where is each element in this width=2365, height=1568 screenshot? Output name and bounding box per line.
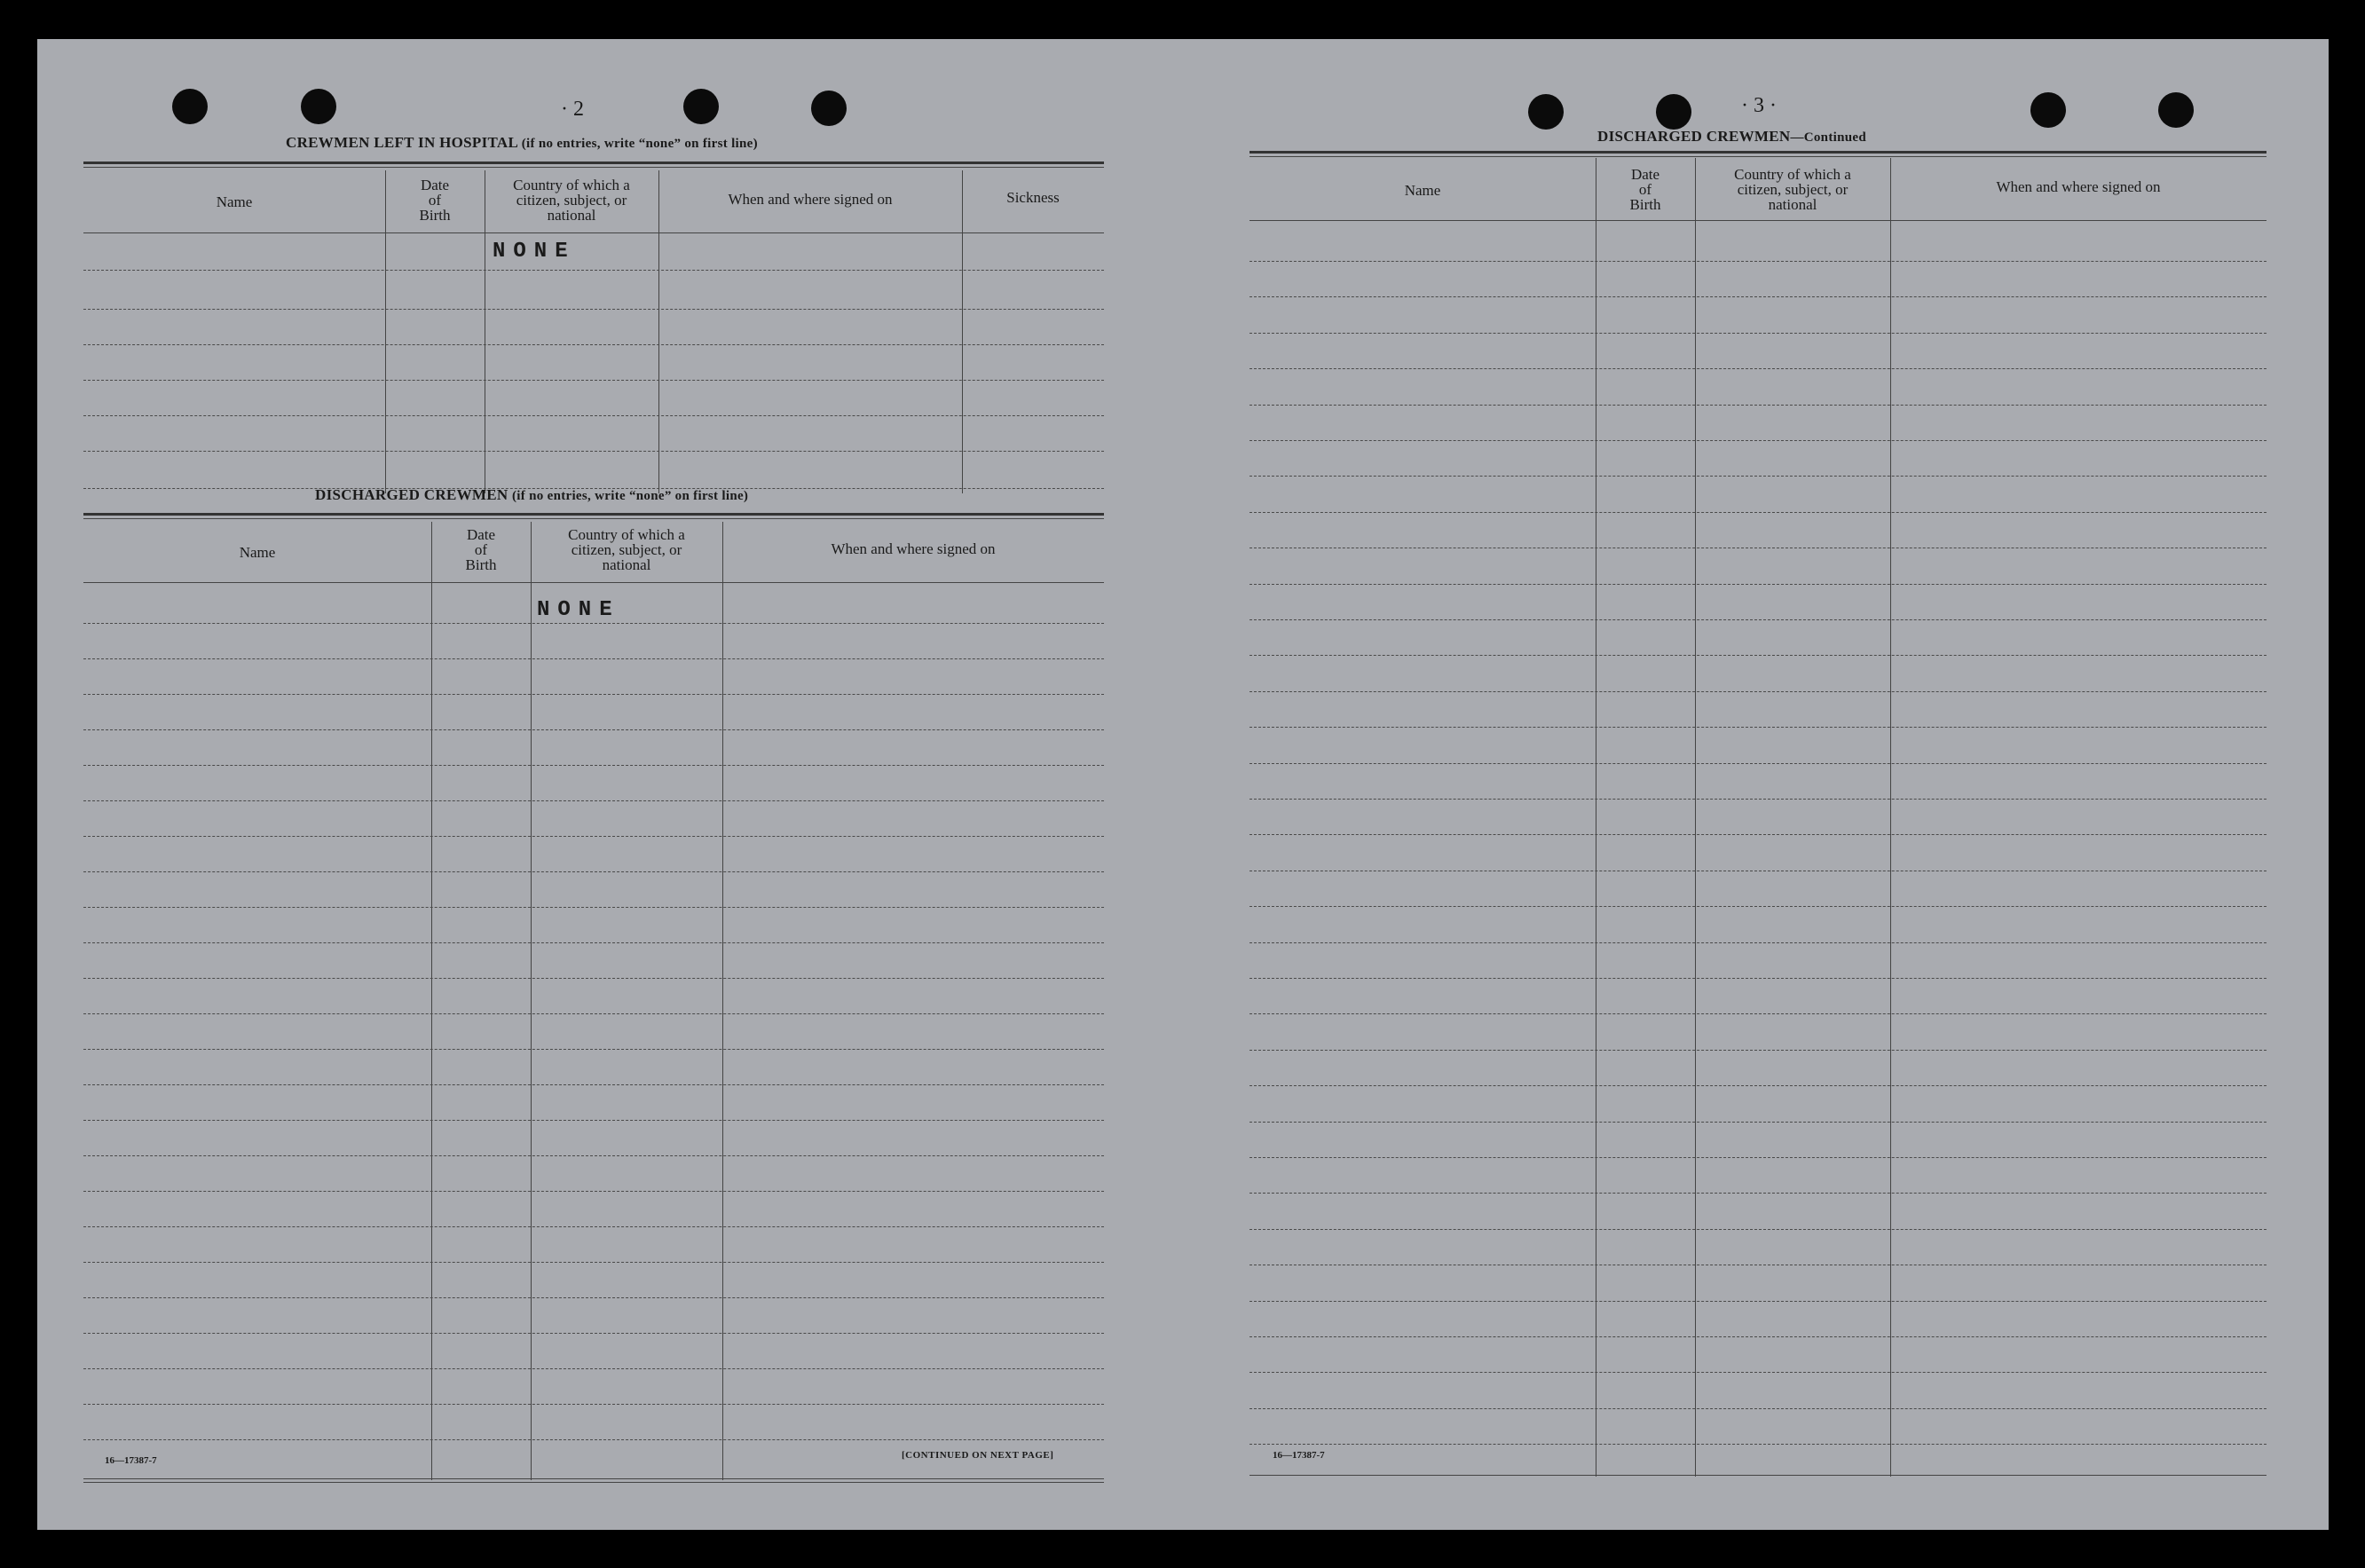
hospital-header-name: Name bbox=[216, 193, 253, 210]
punch-hole-icon bbox=[683, 89, 719, 124]
ruled-row-line bbox=[1250, 584, 2266, 585]
dob-line: Birth bbox=[1629, 196, 1661, 213]
right-header-signed: When and where signed on bbox=[1996, 178, 2161, 195]
punch-hole-icon bbox=[301, 89, 336, 124]
dob-line: Date bbox=[466, 526, 496, 543]
right-header-country bbox=[1695, 167, 1890, 212]
page-number-left: · 2 bbox=[561, 98, 584, 121]
ruled-row-line bbox=[83, 1155, 1104, 1156]
hospital-row-line bbox=[83, 309, 1104, 310]
dob-line: Date bbox=[420, 177, 450, 193]
hospital-col-divider bbox=[385, 170, 386, 493]
punch-hole-icon bbox=[2030, 92, 2066, 128]
discharged-continued-text: DISCHARGED CREWMEN bbox=[1597, 128, 1791, 145]
right-top-rule-thin bbox=[1250, 156, 2266, 157]
country-line: Country of which a bbox=[513, 177, 630, 193]
ruled-row-line bbox=[1250, 1085, 2266, 1086]
ruled-row-line bbox=[1250, 1050, 2266, 1051]
country-line: citizen, subject, or bbox=[1737, 181, 1849, 198]
punch-hole-icon bbox=[2158, 92, 2194, 128]
ruled-row-line bbox=[1250, 978, 2266, 979]
ruled-row-line bbox=[83, 800, 1104, 801]
ruled-row-line bbox=[83, 1333, 1104, 1334]
ruled-row-line bbox=[1250, 727, 2266, 728]
dob-line: Date bbox=[1630, 166, 1660, 183]
ruled-row-line bbox=[1250, 1229, 2266, 1230]
discharged-section-title bbox=[315, 486, 748, 504]
right-header-name: Name bbox=[1404, 182, 1441, 199]
discharged-top-rule bbox=[83, 513, 1104, 516]
ruled-row-line bbox=[1250, 1372, 2266, 1373]
punch-hole-icon bbox=[1528, 94, 1564, 130]
ruled-row-line bbox=[1250, 405, 2266, 406]
ruled-row-line bbox=[83, 1226, 1104, 1227]
right-bottom-rule bbox=[1250, 1475, 2266, 1476]
ruled-row-line bbox=[1250, 368, 2266, 369]
discharged-col-divider bbox=[722, 522, 723, 1480]
punch-hole-icon bbox=[811, 91, 847, 126]
ruled-row-line bbox=[1250, 476, 2266, 477]
hospital-section-title bbox=[286, 134, 758, 152]
ruled-row-line bbox=[1250, 1193, 2266, 1194]
ruled-row-line bbox=[1250, 296, 2266, 297]
hospital-title-text: CREWMEN LEFT IN HOSPITAL bbox=[286, 134, 518, 151]
right-col-divider bbox=[1695, 158, 1696, 1477]
document-sheet bbox=[37, 39, 2329, 1530]
ruled-row-line bbox=[83, 1084, 1104, 1085]
ruled-row-line bbox=[83, 1013, 1104, 1014]
right-header-rule bbox=[1250, 220, 2266, 221]
ruled-row-line bbox=[1250, 512, 2266, 513]
discharged-col-divider bbox=[431, 522, 432, 1480]
hospital-header-signed: When and where signed on bbox=[728, 191, 893, 208]
ruled-row-line bbox=[83, 1191, 1104, 1192]
ruled-row-line bbox=[83, 1120, 1104, 1121]
continued-note: [CONTINUED ON NEXT PAGE] bbox=[902, 1450, 1054, 1461]
page-number-right: · 3 · bbox=[1741, 94, 1777, 117]
ruled-row-line bbox=[83, 1049, 1104, 1050]
form-number-right: 16—17387-7 bbox=[1273, 1450, 1325, 1461]
hospital-top-rule-thin bbox=[83, 167, 1104, 168]
dob-line: Birth bbox=[419, 207, 451, 224]
discharged-col-divider bbox=[531, 522, 532, 1480]
discharged-none-entry: NONE bbox=[537, 598, 620, 622]
ruled-row-line bbox=[83, 836, 1104, 837]
ruled-row-line bbox=[83, 1404, 1104, 1405]
country-line: Country of which a bbox=[1734, 166, 1851, 183]
hospital-header-rule bbox=[83, 232, 1104, 233]
ruled-row-line bbox=[83, 694, 1104, 695]
dob-line: of bbox=[1638, 181, 1652, 198]
ruled-row-line bbox=[1250, 1408, 2266, 1409]
hospital-col-divider bbox=[962, 170, 963, 493]
ruled-row-line bbox=[83, 907, 1104, 908]
ruled-row-line bbox=[83, 729, 1104, 730]
ruled-row-line bbox=[1250, 1444, 2266, 1445]
hospital-top-rule bbox=[83, 162, 1104, 164]
country-line: citizen, subject, or bbox=[571, 541, 682, 558]
discharged-header-dob bbox=[431, 527, 531, 572]
discharged-top-rule-thin bbox=[83, 518, 1104, 519]
ruled-row-line bbox=[1250, 1157, 2266, 1158]
ruled-row-line bbox=[83, 658, 1104, 659]
country-line: citizen, subject, or bbox=[516, 192, 627, 209]
hospital-none-entry: NONE bbox=[493, 240, 576, 264]
discharged-header-signed: When and where signed on bbox=[831, 540, 996, 557]
ruled-row-line bbox=[83, 978, 1104, 979]
ruled-row-line bbox=[1250, 655, 2266, 656]
ruled-row-line bbox=[83, 1368, 1104, 1369]
discharged-continued-suffix: —Continued bbox=[1790, 130, 1866, 145]
ruled-row-line bbox=[83, 871, 1104, 872]
discharged-bottom-rule bbox=[83, 1482, 1104, 1483]
right-top-rule bbox=[1250, 151, 2266, 154]
ruled-row-line bbox=[1250, 799, 2266, 800]
dob-line: of bbox=[428, 192, 442, 209]
ruled-row-line bbox=[1250, 619, 2266, 620]
punch-hole-icon bbox=[1656, 94, 1691, 130]
country-line: national bbox=[547, 207, 596, 224]
ruled-row-line bbox=[1250, 1013, 2266, 1014]
hospital-header-country bbox=[485, 177, 658, 223]
ruled-row-line bbox=[1250, 1301, 2266, 1302]
ruled-row-line bbox=[1250, 763, 2266, 764]
hospital-row-line bbox=[83, 451, 1104, 452]
ruled-row-line bbox=[1250, 691, 2266, 692]
ruled-row-line bbox=[83, 1262, 1104, 1263]
ruled-row-line bbox=[1250, 440, 2266, 441]
country-line: Country of which a bbox=[568, 526, 685, 543]
ruled-row-line bbox=[83, 942, 1104, 943]
discharged-header-country bbox=[531, 527, 722, 572]
discharged-title-note: (if no entries, write “none” on first line) bbox=[512, 489, 749, 503]
discharged-header-name: Name bbox=[239, 544, 276, 561]
ruled-row-line bbox=[83, 765, 1104, 766]
hospital-row-line bbox=[83, 344, 1104, 345]
ruled-row-line bbox=[1250, 1336, 2266, 1337]
ruled-row-line bbox=[1250, 333, 2266, 334]
ruled-row-line bbox=[83, 1297, 1104, 1298]
ruled-row-line bbox=[1250, 834, 2266, 835]
hospital-title-note: (if no entries, write “none” on first line) bbox=[521, 137, 758, 151]
form-number-left: 16—17387-7 bbox=[105, 1455, 157, 1466]
hospital-header-dob bbox=[385, 177, 485, 223]
right-col-divider bbox=[1890, 158, 1891, 1477]
right-header-dob bbox=[1596, 167, 1695, 212]
ruled-row-line bbox=[83, 623, 1104, 624]
hospital-row-line bbox=[83, 415, 1104, 416]
ruled-row-line bbox=[1250, 1122, 2266, 1123]
discharged-bottom-rule bbox=[83, 1478, 1104, 1479]
ruled-row-line bbox=[1250, 906, 2266, 907]
hospital-row-line bbox=[83, 270, 1104, 271]
dob-line: of bbox=[474, 541, 488, 558]
hospital-header-sickness: Sickness bbox=[1006, 189, 1060, 206]
hospital-col-divider bbox=[658, 170, 659, 493]
dob-line: Birth bbox=[465, 556, 497, 573]
hospital-row-line bbox=[83, 380, 1104, 381]
ruled-row-line bbox=[83, 1439, 1104, 1440]
ruled-row-line bbox=[1250, 261, 2266, 262]
discharged-title-text: DISCHARGED CREWMEN bbox=[315, 486, 508, 503]
country-line: national bbox=[602, 556, 651, 573]
country-line: national bbox=[1768, 196, 1817, 213]
ruled-row-line bbox=[1250, 942, 2266, 943]
punch-hole-icon bbox=[172, 89, 208, 124]
discharged-continued-title bbox=[1597, 128, 1866, 146]
discharged-header-rule bbox=[83, 582, 1104, 583]
